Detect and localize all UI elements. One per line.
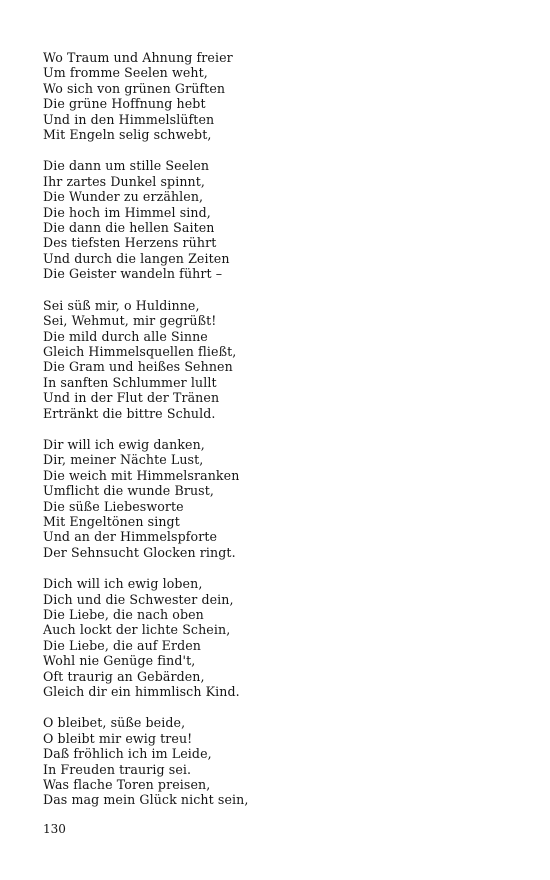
poem-line: Und in der Flut der Tränen [43, 390, 220, 406]
poem-line: Des tiefsten Herzens rührt [43, 235, 217, 251]
poem-line: Die grüne Hoffnung hebt [43, 96, 206, 112]
poem-line: Um fromme Seelen weht, [43, 65, 208, 81]
poem-line: Mit Engeln selig schwebt, [43, 127, 212, 143]
poem-line: In Freuden traurig sei. [43, 761, 192, 777]
poem-line: Dich und die Schwester dein, [43, 591, 234, 607]
poem-line: Dir, meiner Nächte Lust, [43, 452, 204, 468]
poem-line: Wohl nie Genüge find't, [43, 653, 196, 669]
poem-line: Die süße Liebesworte [43, 498, 184, 514]
poem-line: Die dann um stille Seelen [43, 158, 210, 174]
stanza [43, 715, 503, 807]
poem-line: Ihr zartes Dunkel spinnt, [43, 173, 206, 189]
poem-line: Der Sehnsucht Glocken ringt. [43, 544, 236, 560]
poem-text [43, 50, 503, 824]
poem-line: Die hoch im Himmel sind, [43, 204, 211, 220]
stanza [43, 576, 503, 699]
poem-line: Umflicht die wunde Brust, [43, 483, 214, 499]
poem-line: Wo Traum und Ahnung freier [43, 50, 233, 65]
poem-line: In sanften Schlummer lullt [43, 374, 217, 390]
poem-line: Ertränkt die bittre Schuld. [43, 405, 216, 421]
poem-line: Oft traurig an Gebärden, [43, 668, 205, 684]
poem-line: Die Wunder zu erzählen, [43, 189, 204, 205]
stanza [43, 437, 503, 560]
poem-line: Auch lockt der lichte Schein, [43, 622, 231, 638]
stanza [43, 298, 503, 421]
poem-line: Die Liebe, die auf Erden [43, 637, 202, 653]
poem-line: Die dann die hellen Saiten [43, 220, 215, 236]
poem-line: Die mild durch alle Sinne [43, 328, 208, 344]
poem-line: Die Liebe, die nach oben [43, 607, 204, 622]
poem-line: O bleibet, süße beide, [43, 715, 186, 731]
poem-line: Gleich Himmelsquellen fließt, [43, 343, 237, 359]
page-number: 130 [43, 822, 66, 836]
poem-line: Und an der Himmelspforte [43, 529, 218, 545]
poem-line: Sei süß mir, o Huldinne, [43, 297, 200, 313]
poem-line: Daß fröhlich ich im Leide, [43, 746, 212, 762]
poem-line: Die weich mit Himmelsranken [43, 467, 240, 483]
poem-line: Dir will ich ewig danken, [43, 436, 205, 452]
poem-line: Was flache Toren preisen, [43, 777, 211, 793]
poem-line: Die Geister wandeln führt – [43, 266, 223, 282]
poem-line: Sei, Wehmut, mir gegrüßt! [43, 313, 217, 329]
poem-line: Und in den Himmelslüften [43, 111, 215, 127]
poem-line: Wo sich von grünen Grüften [43, 80, 226, 96]
stanza [43, 50, 503, 142]
poem-line: Mit Engeltönen singt [43, 513, 180, 529]
poem-line: Die Gram und heißes Sehnen [43, 359, 233, 375]
poem-line: O bleibt mir ewig treu! [43, 730, 193, 746]
poem-line: Das mag mein Glück nicht sein, [43, 792, 249, 808]
poem-line: Gleich dir ein himmlisch Kind. [43, 684, 240, 700]
poem-line: Dich will ich ewig loben, [43, 576, 203, 592]
stanza [43, 158, 503, 281]
poem-line: Und durch die langen Zeiten [43, 250, 230, 266]
